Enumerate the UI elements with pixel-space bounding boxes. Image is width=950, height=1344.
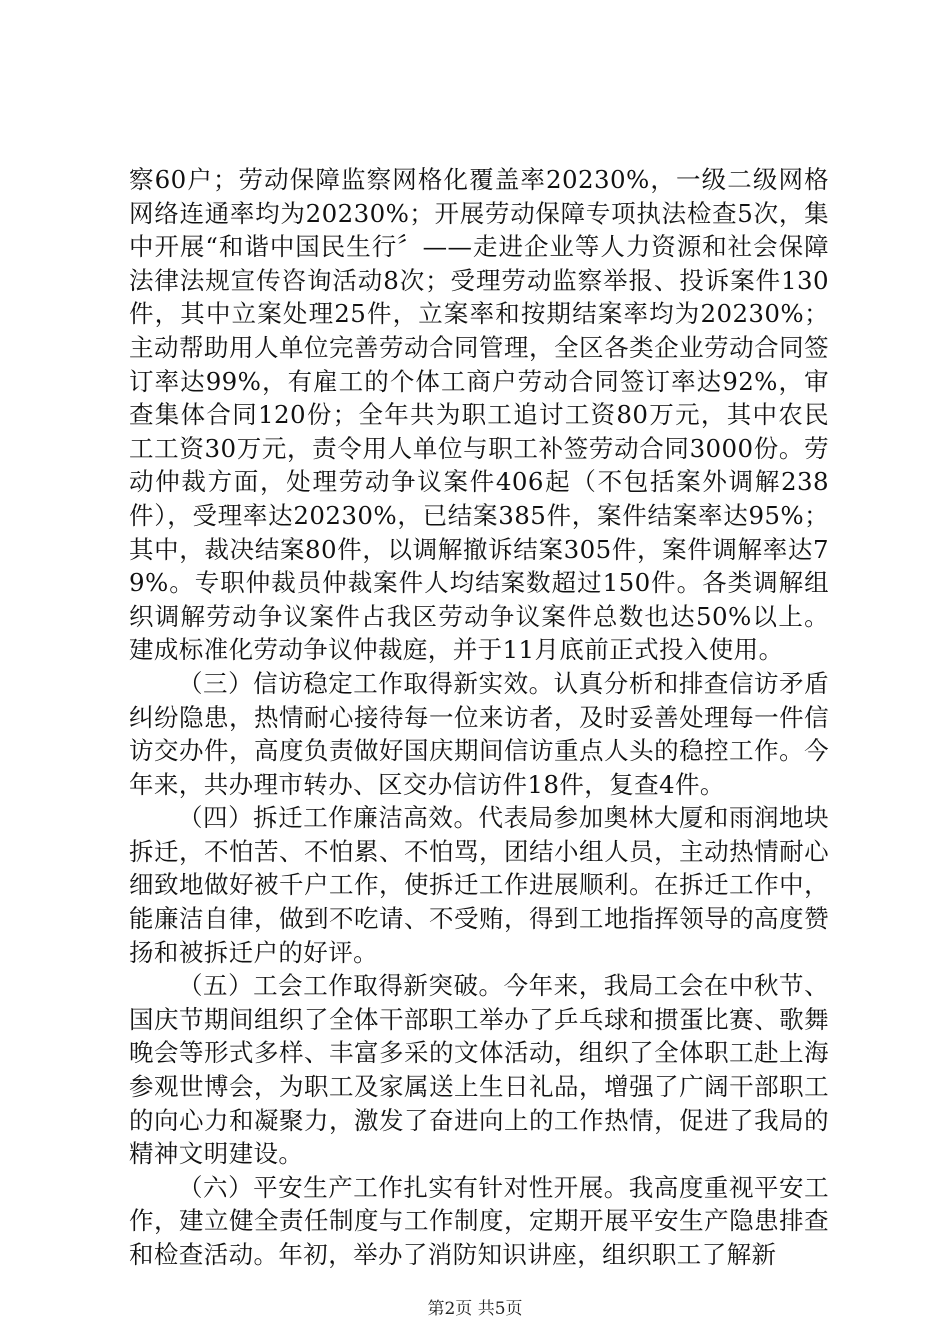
paragraph-petition-stability: （三）信访稳定工作取得新实效。认真分析和排查信访矛盾纠纷隐患，热情耐心接待每一位来访者，及时妥善处理每一件信访交办件，高度负责做好国庆期间信访重点人头的稳控工作。今年来，共办理市转办、区交办信访件18件，复查4件。 <box>129 668 829 799</box>
page-number-footer: 第2页 共5页 <box>427 1299 523 1319</box>
paragraph-labor-inspection: 察60户；劳动保障监察网格化覆盖率20230%，一级二级网格网络连通率均为20230%；开展劳动保障专项执法检查5次，集中开展“和谐中国民生行〞——走进企业等人力资源和社会保障法律法规宣传咨询活动8次；受理劳动监察举报、投诉案件130件，其中立案处理25件，立案率和按期结案率均为20230%；主动帮助用人单位完善劳动合同管理，全区各类企业劳动合同签订率达99%，有雇工的个体工商户劳动合同签订率达92%，审查集体合同120份；全年共为职工追讨工资80万元，其中农民工工资30万元，责令用人单位与职工补签劳动合同3000份。劳动仲裁方面，处理劳动争议案件406起（不包括案外调解238件），受理率达20230%，已结案385件，案件结案率达95%；其中，裁决结案80件，以调解撤诉结案305件，案件调解率达79%。专职仲裁员仲裁案件人均结案数超过150件。各类调解组织调解劳动争议案件占我区劳动争议案件总数也达50%以上。建成标准化劳动争议仲裁庭，并于11月底前正式投入使用。 <box>129 165 829 665</box>
paragraph-trade-union: （五）工会工作取得新突破。今年来，我局工会在中秋节、国庆节期间组织了全体干部职工举办了乒乓球和掼蛋比赛、歌舞晚会等形式多样、丰富多采的文体活动，组织了全体职工赴上海参观世博会，为职工及家属送上生日礼品，增强了广阔干部职工的向心力和凝聚力，激发了奋进向上的工作热情，促进了我局的精神文明建设。 <box>129 971 829 1169</box>
document-body <box>129 163 829 1272</box>
paragraph-safe-production: （六）平安生产工作扎实有针对性开展。我高度重视平安工作，建立健全责任制度与工作制度，定期开展平安生产隐患排查和检查活动。年初，举办了消防知识讲座，组织职工了解新 <box>129 1172 829 1269</box>
paragraph-demolition-work: （四）拆迁工作廉洁高效。代表局参加奥林大厦和雨润地块拆迁，不怕苦、不怕累、不怕骂，团结小组人员，主动热情耐心细致地做好被千户工作，使拆迁工作进展顺利。在拆迁工作中，能廉洁自律，做到不吃请、不受贿，得到工地指挥领导的高度赞扬和被拆迁户的好评。 <box>129 803 829 967</box>
